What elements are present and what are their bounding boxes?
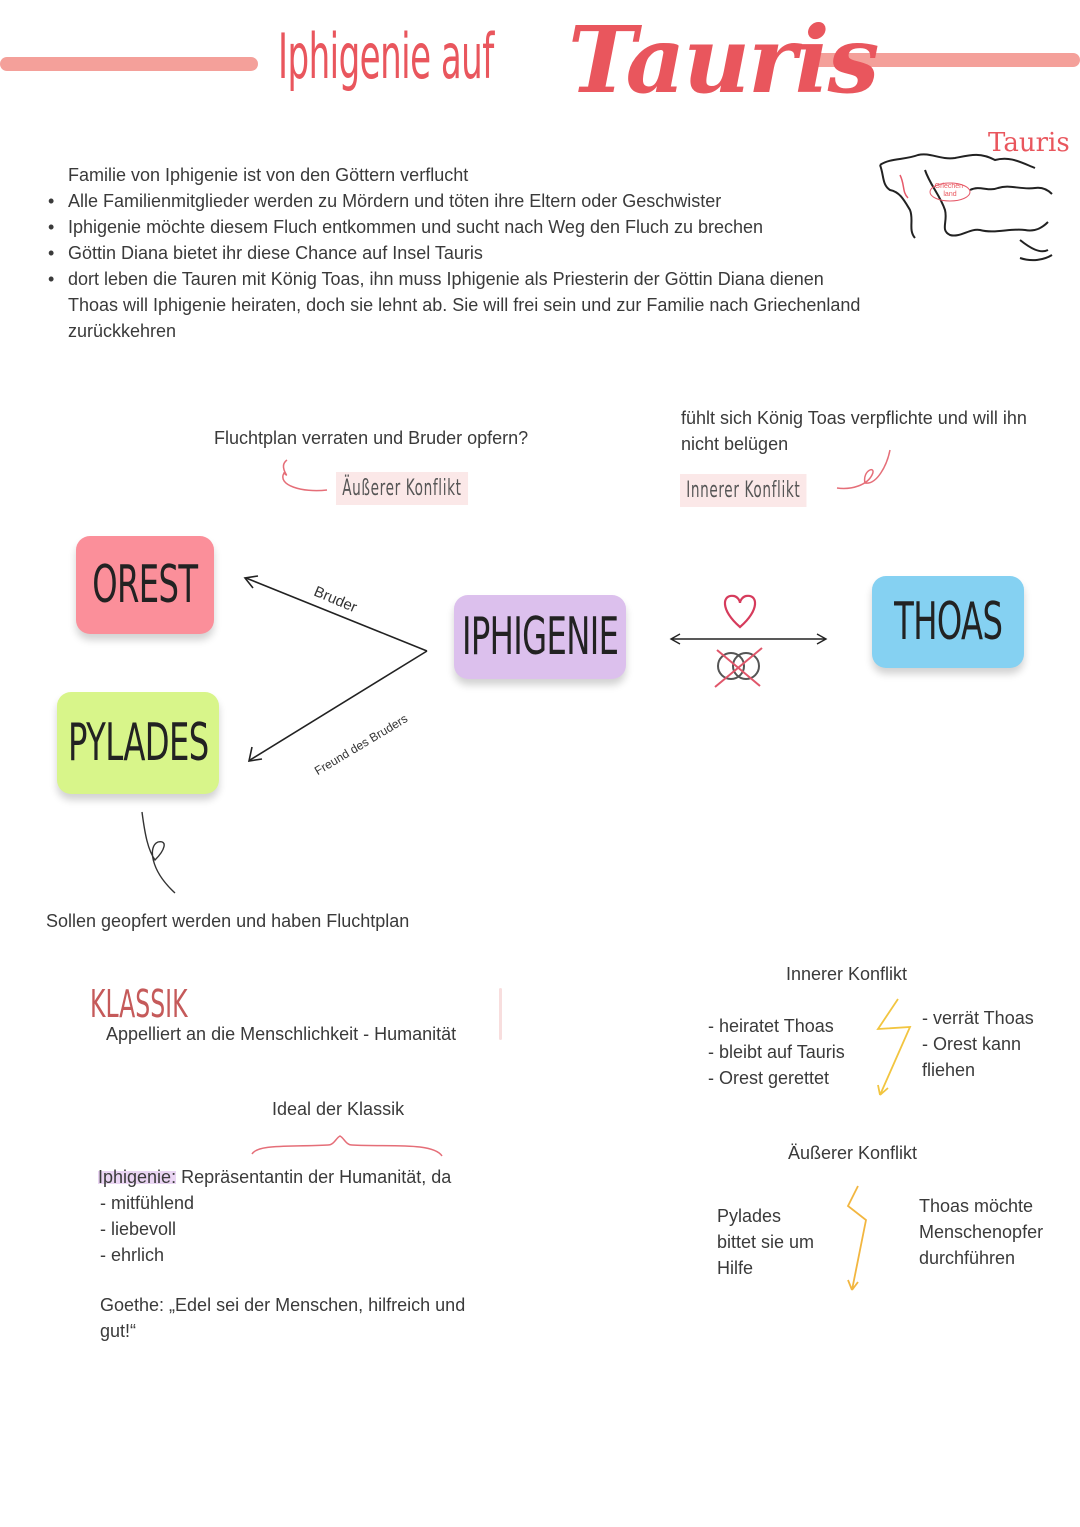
arrow-bruder	[245, 576, 427, 651]
arrow-thoas-link	[671, 634, 826, 644]
pylades-curl	[142, 812, 175, 893]
inner-left-item: - bleibt auf Tauris	[708, 1042, 845, 1062]
inner-left-item: - heiratet Thoas	[708, 1016, 834, 1036]
outer-conflict-right	[919, 1193, 1043, 1271]
lightning-icon	[836, 1182, 886, 1297]
iphigenie-statement-text: Repräsentantin der Humanität, da	[176, 1167, 452, 1187]
pylades-note: Sollen geopfert werden und haben Fluchtplan	[46, 911, 410, 931]
card-thoas-label: THOAS	[893, 592, 1003, 652]
intro-line: • Iphigenie möchte diesem Fluch entkommen und sucht nach Weg den Fluch zu brechen	[68, 214, 968, 240]
intro-line: zurückkehren	[68, 321, 177, 341]
intro-line: • Alle Familienmitglieder werden zu Mördern und töten ihre Eltern oder Geschwister	[68, 188, 968, 214]
crossed-rings-icon	[715, 648, 762, 687]
outer-conflict-question: Fluchtplan verraten und Bruder opfern?	[214, 428, 529, 448]
outer-right-item: durchführen	[919, 1248, 1016, 1268]
trait-item: - mitfühlend	[100, 1193, 195, 1213]
inner-conflict-title: Innerer Konflikt	[786, 964, 908, 984]
card-iphigenie-label: IPHIGENIE	[461, 607, 619, 667]
title-part-1: Iphigenie auf	[278, 20, 494, 93]
arrow-freund	[249, 651, 427, 761]
trait-item: - liebevoll	[100, 1219, 177, 1239]
card-orest-label: OREST	[92, 555, 198, 615]
inner-conflict-text-2: nicht belügen	[681, 434, 789, 454]
intro-line: • Göttin Diana bietet ihr diese Chance auf Insel Tauris	[68, 240, 968, 266]
outer-conflict-title: Äußerer Konflikt	[788, 1143, 918, 1163]
outer-left-item: Pylades	[717, 1206, 782, 1226]
lightning-icon	[870, 995, 920, 1100]
inner-conflict-text-1: fühlt sich König Toas verpflichte und will ihn	[681, 408, 1027, 428]
intro-line: Thoas will Iphigenie heiraten, doch sie lehnt ab. Sie will frei sein und zur Familie nach Griechenland	[68, 295, 861, 315]
inner-conflict-tag: Innerer Konflikt	[680, 474, 807, 507]
inner-left-item: - Orest gerettet	[708, 1068, 830, 1088]
iphigenie-statement	[98, 1164, 451, 1190]
klassik-marker	[499, 988, 502, 1040]
klassik-heading: KLASSIK	[90, 982, 188, 1026]
outer-right-item: Menschenopfer	[919, 1222, 1044, 1242]
iphigenie-highlight: Iphigenie:	[98, 1167, 177, 1187]
outer-left-item: bittet sie um	[717, 1232, 815, 1252]
card-pylades-label: PYLADES	[67, 713, 209, 773]
goethe-quote-2: gut!“	[100, 1321, 137, 1341]
ideal-brace	[248, 1132, 448, 1162]
outer-conflict-tag: Äußerer Konflikt	[336, 472, 468, 505]
outer-left-item: Hilfe	[717, 1258, 754, 1278]
inner-right-item: fliehen	[922, 1060, 976, 1080]
goethe-quote-1: Goethe: „Edel sei der Menschen, hilfreich und	[100, 1295, 466, 1315]
map-label: Tauris	[988, 128, 1070, 158]
inner-conflict-right	[922, 1005, 1034, 1083]
klassik-subtitle: Appelliert an die Menschlichkeit - Humanität	[106, 1024, 457, 1044]
relation-freund-label: Freund des Bruders	[312, 711, 411, 779]
inner-right-item: - verrät Thoas	[922, 1008, 1034, 1028]
klassik-ideal: Ideal der Klassik	[272, 1099, 405, 1119]
title-part-2: Tauris	[568, 6, 878, 114]
inner-conflict-left	[708, 1013, 845, 1091]
heart-icon	[725, 596, 755, 627]
map-region-label: Griechen-land	[934, 183, 966, 198]
relation-bruder-label: Bruder	[311, 583, 360, 617]
trait-list	[100, 1190, 194, 1268]
intro-line: • dort leben die Tauren mit König Toas, ihn muss Iphigenie als Priesterin der Göttin Diana dienen	[68, 266, 968, 292]
trait-item: - ehrlich	[100, 1245, 165, 1265]
inner-right-item: - Orest kann	[922, 1034, 1022, 1054]
intro-line: Familie von Iphigenie ist von den Göttern verflucht	[68, 165, 469, 185]
outer-conflict-left	[717, 1203, 814, 1281]
outer-right-item: Thoas möchte	[919, 1196, 1034, 1216]
